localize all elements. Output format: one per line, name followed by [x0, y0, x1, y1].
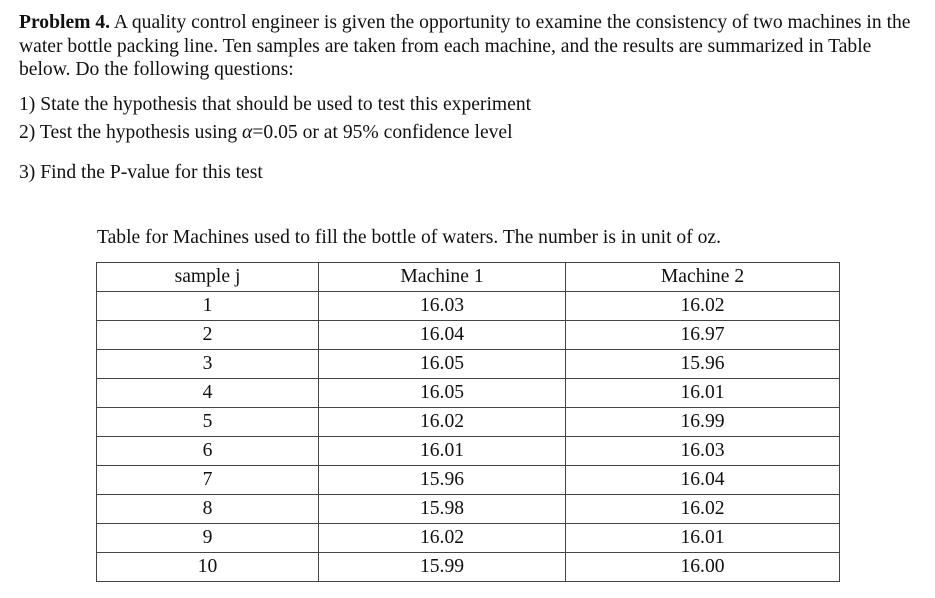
- cell-machine-1: 16.04: [319, 321, 566, 350]
- table-row: [97, 437, 840, 466]
- cell-machine-1: 15.96: [319, 466, 566, 495]
- table-header-row: [97, 263, 840, 292]
- cell-sample: 3: [97, 350, 319, 379]
- cell-sample: 8: [97, 495, 319, 524]
- cell-machine-2: 16.00: [566, 553, 840, 582]
- problem-label: Problem 4.: [19, 12, 111, 33]
- table-row: [97, 350, 840, 379]
- cell-machine-1: 16.05: [319, 379, 566, 408]
- problem-text: A quality control engineer is given the opportunity to examine the consistency of two machines in the water bottle packing line. Ten samples are taken from each machine, and the results are summarized in Table below. Do the following questions:: [19, 12, 911, 80]
- cell-sample: 5: [97, 408, 319, 437]
- machine-data-table: [96, 262, 840, 582]
- cell-machine-1: 16.03: [319, 292, 566, 321]
- table-row: [97, 292, 840, 321]
- table-body: [97, 292, 840, 582]
- table-row: [97, 466, 840, 495]
- cell-machine-2: 16.02: [566, 495, 840, 524]
- cell-sample: 4: [97, 379, 319, 408]
- cell-machine-2: 16.99: [566, 408, 840, 437]
- cell-machine-2: 16.03: [566, 437, 840, 466]
- table-row: [97, 321, 840, 350]
- cell-machine-1: 16.01: [319, 437, 566, 466]
- cell-sample: 2: [97, 321, 319, 350]
- table-row: [97, 379, 840, 408]
- alpha-symbol: α: [242, 122, 253, 143]
- cell-machine-2: 16.97: [566, 321, 840, 350]
- cell-sample: 6: [97, 437, 319, 466]
- question-1: 1) State the hypothesis that should be used to test this experiment: [19, 94, 532, 115]
- cell-machine-2: 16.04: [566, 466, 840, 495]
- cell-machine-1: 16.02: [319, 524, 566, 553]
- question-3: 3) Find the P-value for this test: [19, 162, 263, 183]
- cell-machine-1: 16.02: [319, 408, 566, 437]
- table-row: [97, 495, 840, 524]
- cell-machine-1: 15.99: [319, 553, 566, 582]
- question-2: [19, 121, 513, 144]
- cell-sample: 10: [97, 553, 319, 582]
- question-2-prefix: 2) Test the hypothesis using: [19, 122, 243, 143]
- cell-machine-2: 16.01: [566, 379, 840, 408]
- cell-machine-1: 15.98: [319, 495, 566, 524]
- table-row: [97, 553, 840, 582]
- cell-machine-2: 16.02: [566, 292, 840, 321]
- cell-sample: 9: [97, 524, 319, 553]
- header-machine-1: Machine 1: [319, 263, 566, 292]
- cell-sample: 7: [97, 466, 319, 495]
- cell-sample: 1: [97, 292, 319, 321]
- cell-machine-2: 15.96: [566, 350, 840, 379]
- table-row: [97, 524, 840, 553]
- cell-machine-2: 16.01: [566, 524, 840, 553]
- question-2-suffix: =0.05 or at 95% confidence level: [252, 122, 513, 143]
- problem-statement: [19, 11, 924, 82]
- header-machine-2: Machine 2: [566, 263, 840, 292]
- table-caption: Table for Machines used to fill the bottle of waters. The number is in unit of oz.: [97, 227, 722, 248]
- header-sample: sample j: [97, 263, 319, 292]
- table-row: [97, 408, 840, 437]
- cell-machine-1: 16.05: [319, 350, 566, 379]
